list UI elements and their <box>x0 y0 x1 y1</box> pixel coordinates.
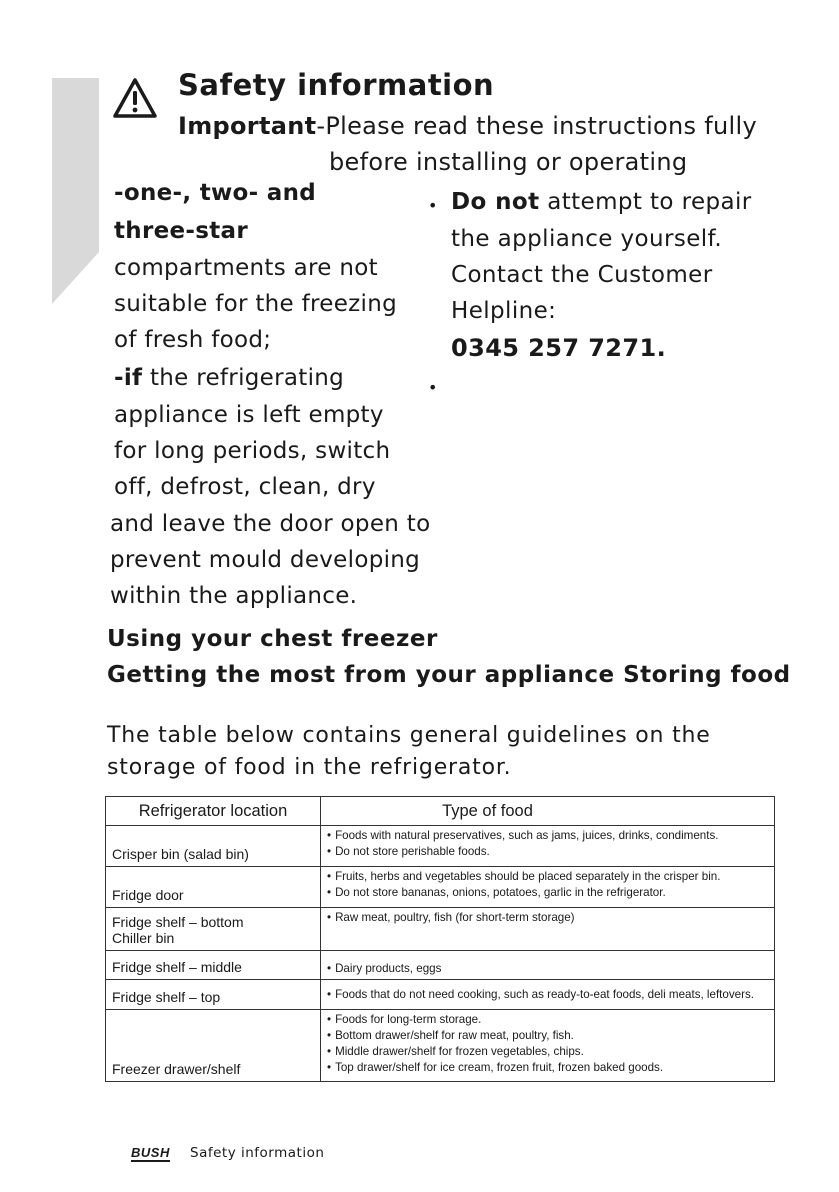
important-note-line2: before installing or operating <box>329 148 688 176</box>
food-item: • Bottom drawer/shelf for raw meat, poultry, fish. <box>327 1028 770 1044</box>
location-cell: Fridge door <box>106 867 321 908</box>
left-para1-line3: of fresh food; <box>114 327 272 353</box>
bullet-2: • <box>428 378 438 397</box>
left-para2-line7: within the appliance. <box>110 583 358 609</box>
location-cell: Fridge shelf – bottom Chiller bin <box>106 908 321 951</box>
page-title: Safety information <box>178 68 495 102</box>
warning-triangle-icon <box>112 76 158 120</box>
location-cell: Crisper bin (salad bin) <box>106 826 321 867</box>
col-header-location: Refrigerator location <box>106 797 321 826</box>
food-item: • Do not store bananas, onions, potatoes, garlic in the refrigerator. <box>327 885 770 901</box>
food-cell <box>321 908 775 951</box>
location-cell: Fridge shelf – middle <box>106 951 321 980</box>
section-heading-getting: Getting the most from your appliance Storing food <box>107 662 791 688</box>
left-para2-line5: and leave the door open to <box>110 511 431 537</box>
location-cell: Fridge shelf – top <box>106 980 321 1010</box>
left-para1-line2: suitable for the freezing <box>114 291 397 317</box>
left-para1-bold-a: -one-, two- and <box>114 180 317 206</box>
table-row <box>106 1010 775 1082</box>
table-row <box>106 826 775 867</box>
location-cell: Freezer drawer/shelf <box>106 1010 321 1082</box>
left-para1-bold-b: three-star <box>114 218 249 244</box>
brand-logo: BUSH <box>131 1145 170 1160</box>
food-storage-table <box>105 796 775 1082</box>
table-row <box>106 951 775 980</box>
food-cell <box>321 980 775 1010</box>
food-item: • Do not store perishable foods. <box>327 844 770 860</box>
left-para2-line6: prevent mould developing <box>110 547 421 573</box>
left-para2-line2: appliance is left empty <box>114 402 384 428</box>
food-item: • Foods for long-term storage. <box>327 1012 770 1028</box>
right-b1-line1: Do not attempt to repair <box>451 189 752 215</box>
food-cell <box>321 867 775 908</box>
table-row <box>106 980 775 1010</box>
intro-line2: storage of food in the refrigerator. <box>107 755 512 780</box>
right-b1-line2: the appliance yourself. <box>451 226 723 252</box>
intro-line1: The table below contains general guidelines on the <box>107 723 711 748</box>
important-note: Important-Please read these instructions fully <box>178 112 757 140</box>
bullet-1: • <box>428 196 438 215</box>
food-cell <box>321 1010 775 1082</box>
food-cell <box>321 826 775 867</box>
section-heading-using: Using your chest freezer <box>107 626 438 652</box>
col-header-food: Type of food <box>321 797 775 826</box>
table-row <box>106 908 775 951</box>
right-b1-line4: Helpline: <box>451 298 557 324</box>
food-item: • Foods with natural preservatives, such as jams, juices, drinks, condiments. <box>327 828 770 844</box>
table-header-row <box>106 797 775 826</box>
left-para2-line4: off, defrost, clean, dry <box>114 474 376 500</box>
footer-section-label: Safety information <box>190 1145 325 1161</box>
food-item: • Dairy products, eggs <box>327 961 770 977</box>
table-row <box>106 867 775 908</box>
food-item: • Top drawer/shelf for ice cream, frozen fruit, frozen baked goods. <box>327 1060 770 1076</box>
food-item: • Fruits, herbs and vegetables should be placed separately in the crisper bin. <box>327 869 770 885</box>
right-b1-line3: Contact the Customer <box>451 262 713 288</box>
food-cell <box>321 951 775 980</box>
left-para2-line3: for long periods, switch <box>114 438 391 464</box>
left-para2-line1: -if the refrigerating <box>114 365 345 391</box>
food-item: • Raw meat, poultry, fish (for short-term storage) <box>327 910 770 926</box>
side-tab-marker <box>52 78 99 304</box>
food-item: • Foods that do not need cooking, such as ready-to-eat foods, deli meats, leftovers. <box>327 987 770 1003</box>
food-item: • Middle drawer/shelf for frozen vegetables, chips. <box>327 1044 770 1060</box>
helpline-phone: 0345 257 7271. <box>451 334 667 362</box>
left-para1-line1: compartments are not <box>114 255 378 281</box>
